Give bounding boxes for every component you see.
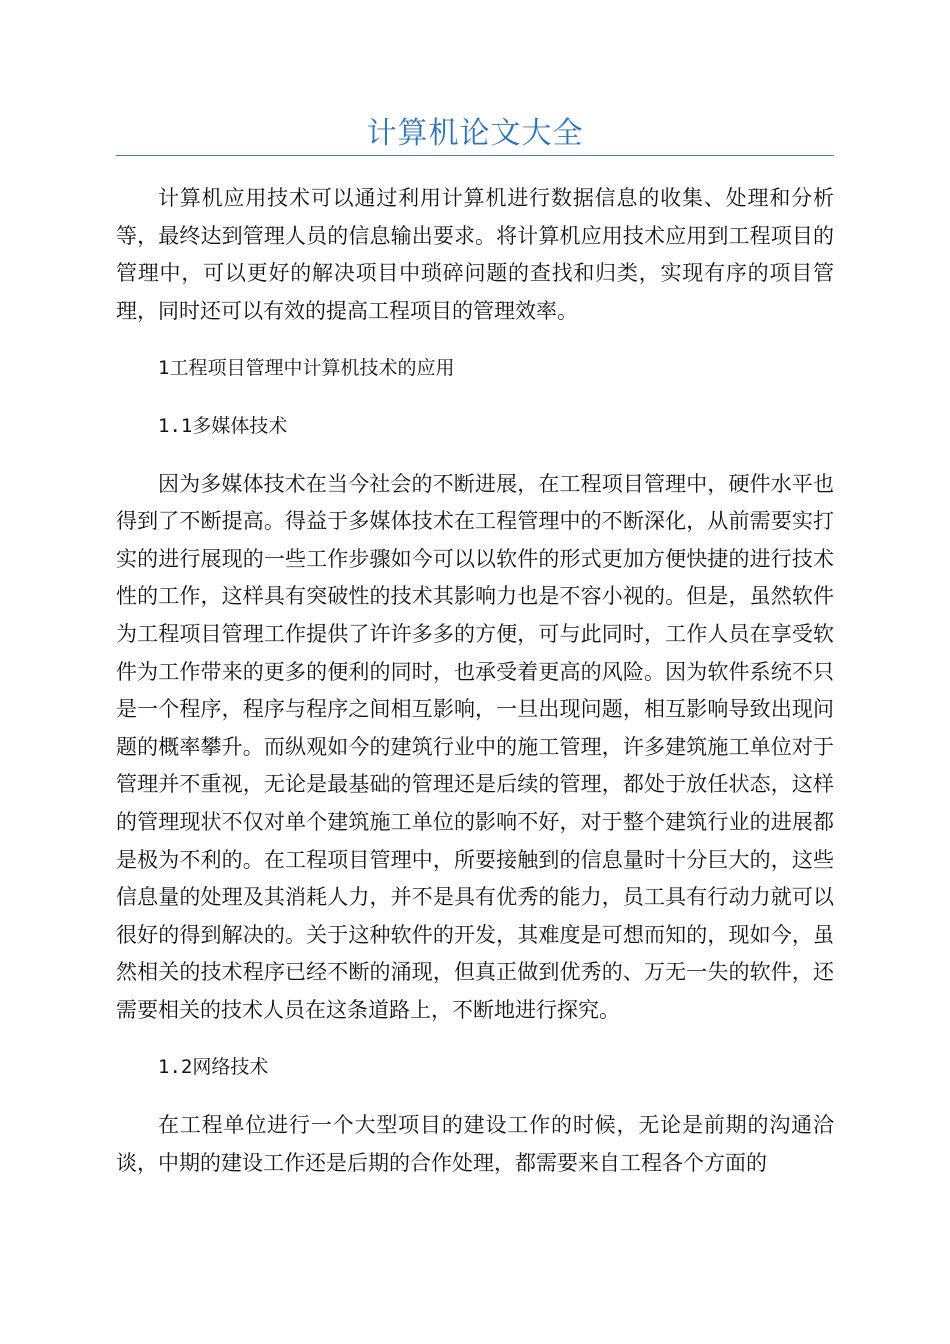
section-heading-1-1: 1.1多媒体技术 [158, 414, 288, 437]
paragraph-intro: 计算机应用技术可以通过利用计算机进行数据信息的收集、处理和分析等，最终达到管理人员的信息输出要求。将计算机应用技术应用到工程项目的管理中，可以更好的解决项目中琐碎问题的查找和归类，实现有序的项目管理，同时还可以有效的提高工程项目的管理效率。 [116, 186, 834, 323]
section-heading-1-2: 1.2网络技术 [158, 1056, 269, 1079]
document-title: 计算机论文大全 [366, 116, 584, 151]
paragraph-multimedia: 因为多媒体技术在当今社会的不断进展，在工程项目管理中，硬件水平也得到了不断提高。得益于多媒体技术在工程管理中的不断深化，从前需要实打实的进行展现的一些工作步骤如今可以以软件的形式更加方便快捷的进行技术性的工作，这样具有突破性的技术其影响力也是不容小视的。但是，虽然软件为工程项目管理工作提供了许许多多的方便，可与此同时，工作人员在享受软件为工作带来的更多的便利的同时，也承受着更高的风险。因为软件系统不只是一个程序，程序与程序之间相互影响，一旦出现问题，相互影响导致出现问题的概率攀升。而纵观如今的建筑行业中的施工管理，许多建筑施工单位对于管理并不重视，无论是最基础的管理还是后续的管理，都处于放任状态，这样的管理现状不仅对单个建筑施工单位的影响不好，对于整个建筑行业的进展都是极为不利的。在工程项目管理中，所要接触到的信息量时十分巨大的，这些信息量的处理及其消耗人力，并不是具有优秀的能力，员工具有行动力就可以很好的得到解决的。关于这种软件的开发，其难度是可想而知的，现如今，虽然相关的技术程序已经不断的涌现，但真正做到优秀的、万无一失的软件，还需要相关的技术人员在这条道路上，不断地进行探究。 [116, 471, 834, 1022]
section-heading-1: 1工程项目管理中计算机技术的应用 [158, 357, 455, 380]
title-underline [116, 155, 834, 156]
paragraph-network: 在工程单位进行一个大型项目的建设工作的时候，无论是前期的沟通洽谈，中期的建设工作还是后期的合作处理，都需要来自工程各个方面的 [116, 1113, 834, 1175]
document-body [116, 180, 834, 1202]
